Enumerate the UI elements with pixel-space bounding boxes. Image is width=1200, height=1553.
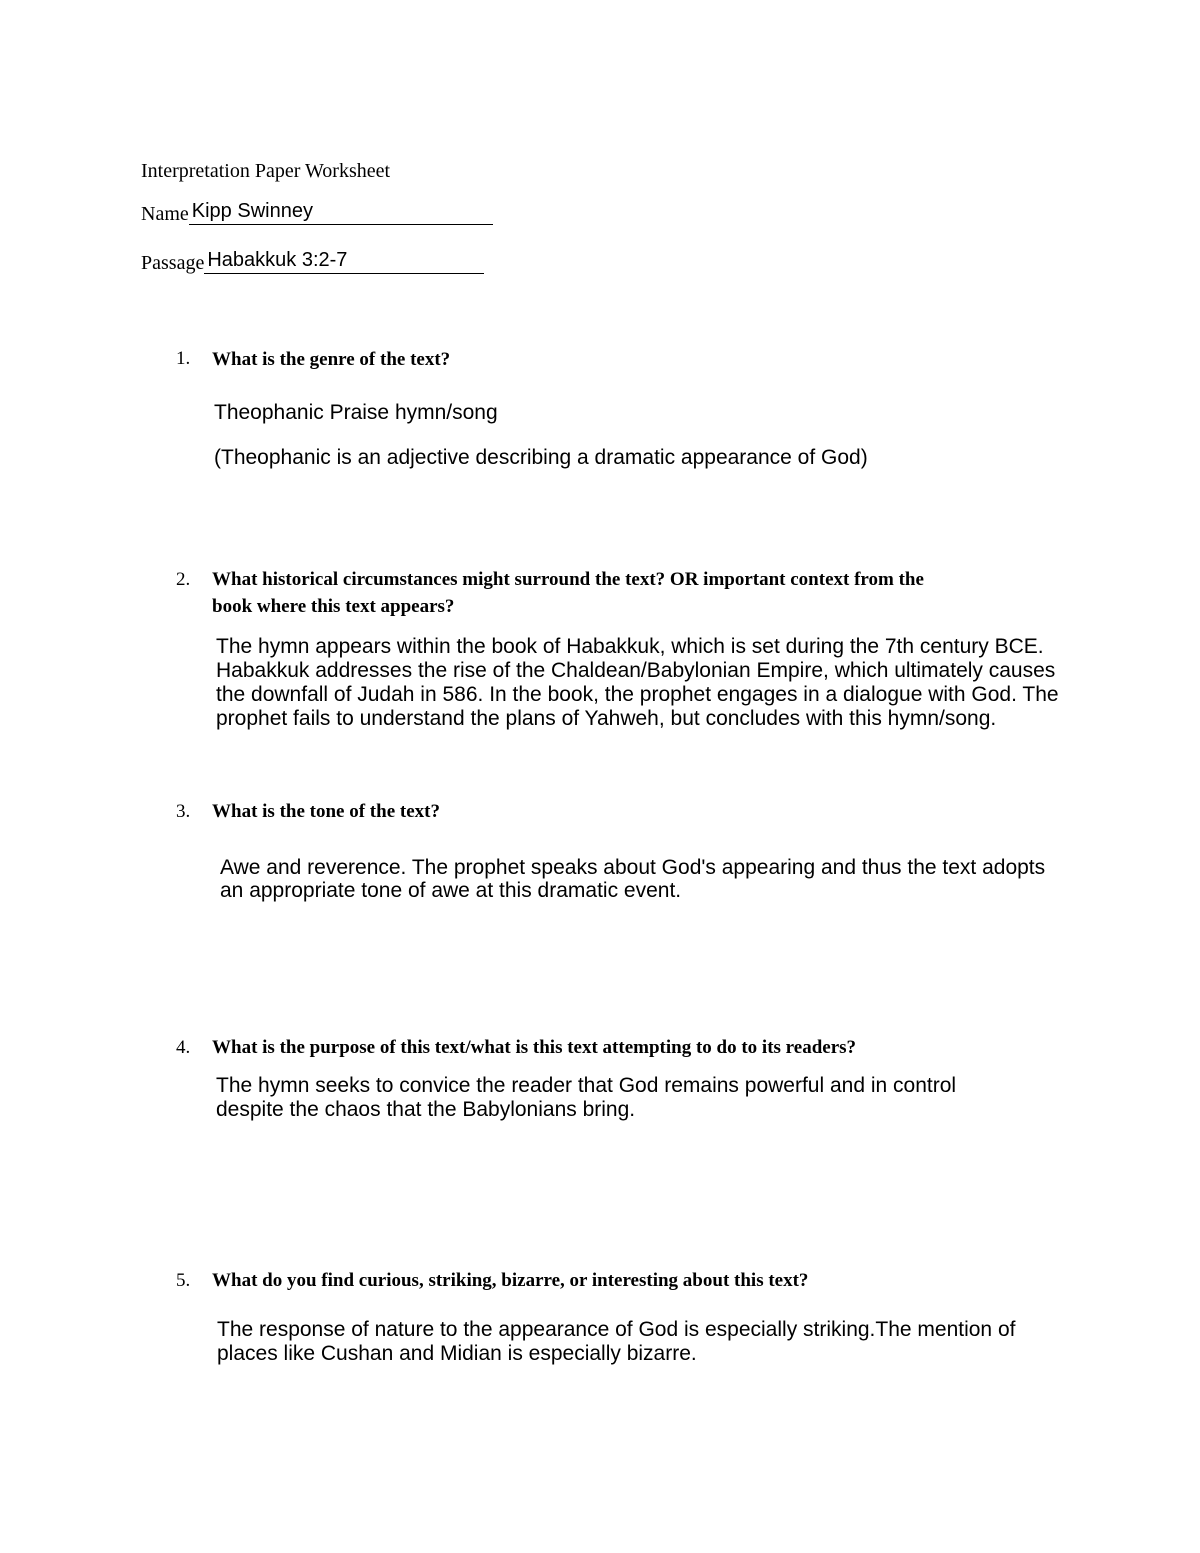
question-1-answer-line-1: Theophanic Praise hymn/song [214, 401, 498, 424]
question-1-answer-line-2: (Theophanic is an adjective describing a dramatic appearance of God) [214, 446, 868, 469]
worksheet-title: Interpretation Paper Worksheet [141, 160, 391, 182]
question-3-text: What is the tone of the text? [212, 801, 440, 822]
passage-field-row [141, 249, 484, 274]
question-4-answer-line-2: despite the chaos that the Babylonians bring. [216, 1098, 636, 1121]
passage-value: Habakkuk 3:2-7 [207, 249, 348, 271]
passage-label: Passage [141, 252, 205, 274]
question-2-answer-line-4: prophet fails to understand the plans of Yahweh, but concludes with this hymn/song. [216, 707, 997, 730]
question-2-text-line-1: What historical circumstances might surround the text? OR important context from the [212, 569, 924, 590]
question-5-answer-line-1: The response of nature to the appearance of God is especially striking.The mention of [217, 1318, 1016, 1341]
question-1-text: What is the genre of the text? [212, 349, 451, 370]
question-2-answer-line-3: the downfall of Judah in 586. In the book, the prophet engages in a dialogue with God. The [216, 683, 1059, 706]
passage-field[interactable] [204, 249, 484, 274]
question-2-answer-line-1: The hymn appears within the book of Habakkuk, which is set during the 7th century BCE. [216, 635, 1044, 658]
question-5-number: 5. [176, 1270, 191, 1291]
question-4-answer-line-1: The hymn seeks to convice the reader that God remains powerful and in control [216, 1074, 957, 1097]
question-1-number: 1. [176, 348, 191, 369]
question-5-answer-line-2: places like Cushan and Midian is especially bizarre. [217, 1342, 697, 1365]
question-5-text: What do you find curious, striking, bizarre, or interesting about this text? [212, 1270, 809, 1291]
question-4-text: What is the purpose of this text/what is this text attempting to do to its readers? [212, 1037, 857, 1058]
name-field[interactable] [189, 200, 493, 225]
question-3-answer-line-2: an appropriate tone of awe at this dramatic event. [220, 879, 682, 902]
name-label: Name [141, 203, 189, 225]
name-field-row [141, 200, 493, 225]
name-value: Kipp Swinney [191, 200, 313, 222]
question-2-answer-line-2: Habakkuk addresses the rise of the Chaldean/Babylonian Empire, which ultimately causes [216, 659, 1056, 682]
question-2-text-line-2: book where this text appears? [212, 596, 455, 617]
question-3-answer-line-1: Awe and reverence. The prophet speaks about God's appearing and thus the text adopts [220, 856, 1046, 879]
question-4-number: 4. [176, 1037, 191, 1058]
question-2-number: 2. [176, 569, 191, 590]
question-3-number: 3. [176, 801, 191, 822]
